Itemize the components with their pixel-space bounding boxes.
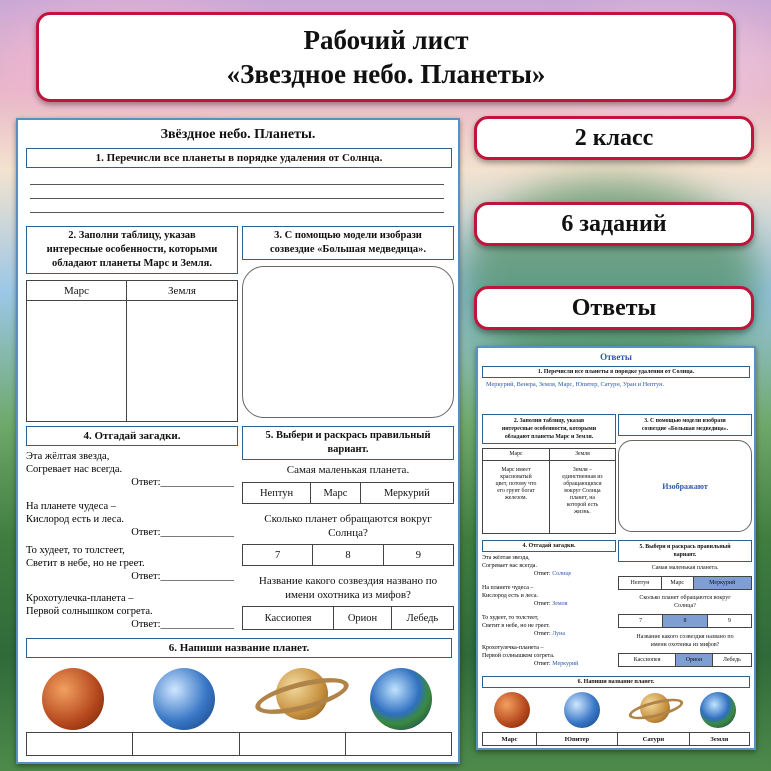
riddle-line: На планете чудеса – [482, 585, 534, 591]
table-header-mars: Марс [483, 449, 550, 461]
grade-badge: 2 класс [474, 116, 754, 160]
option-neptune: Нептун [619, 577, 662, 590]
fact-line: красноватый [500, 474, 532, 480]
task2-line: 2. Заполни таблицу, указав [68, 230, 196, 241]
answers-mars-earth-table [482, 448, 616, 534]
riddle-line: Эта жёлтая звезда, [26, 451, 110, 462]
task3-line: 3. С помощью модели изобрази [644, 418, 726, 424]
task1-header: 1. Перечисли все планеты в порядке удаления от Солнца. [26, 148, 452, 168]
task3-header [242, 226, 454, 260]
option-mars: Марс [661, 577, 693, 590]
main-title [36, 12, 736, 102]
answer-label: Ответ: [534, 571, 551, 577]
mars-cell[interactable] [27, 301, 127, 422]
riddle-answer: Солнце [552, 571, 572, 577]
answers-sheet [476, 346, 756, 750]
answer-label: Ответ: [534, 631, 551, 637]
riddle-line: Первой солнышком согрета. [26, 606, 153, 617]
task5-line: вариант. [327, 444, 369, 455]
question-line: имени охотника из мифов? [285, 589, 411, 601]
earth-fact-cell [549, 461, 615, 534]
option-9: 9 [707, 615, 751, 628]
answers-quiz-options-3 [618, 653, 752, 667]
riddle-1 [26, 450, 238, 500]
worksheet-title: Звёздное небо. Планеты. [160, 127, 316, 142]
option-cassiopeia: Кассиопея [619, 654, 676, 667]
answers-task1-header: 1. Перечисли все планеты в порядке удаления от Солнца. [482, 366, 750, 378]
option-cygnus[interactable]: Лебедь [391, 607, 453, 630]
jupiter-planet-image [564, 692, 600, 728]
answer-line[interactable] [30, 212, 444, 213]
option-cassiopeia[interactable]: Кассиопея [243, 607, 334, 630]
jupiter-planet-image [153, 668, 215, 730]
planet-name-cell[interactable] [239, 733, 345, 756]
mars-earth-table [26, 280, 238, 422]
earth-planet-image [370, 668, 432, 730]
riddle-line: Кислород есть и леса. [482, 593, 539, 599]
answers-task2-header [482, 414, 616, 444]
planet-name-jupiter: Юпитер [536, 733, 617, 746]
task3-line: созвездие «Большая медведица». [641, 426, 729, 432]
main-title-line2: «Звездное небо. Планеты» [226, 59, 546, 89]
answers-quiz-options-1 [618, 576, 752, 590]
fact-line: жизнь. [574, 509, 591, 515]
table-header-mars: Марс [27, 281, 127, 301]
task5-line: 5. Выбери и раскрась правильный [265, 430, 431, 441]
riddle-answer: Земля [552, 601, 568, 607]
task3-answer: Изображают [662, 481, 708, 491]
riddle-answer-field[interactable]: Ответ:______________ [131, 527, 234, 538]
planet-name-saturn: Сатурн [618, 733, 690, 746]
riddle-line: Кислород есть и леса. [26, 514, 125, 525]
answer-label: Ответ: [534, 601, 551, 607]
riddle-line: Крохотулечка-планета – [482, 645, 544, 651]
fact-line: железом. [504, 495, 528, 501]
planet-names-table [26, 732, 452, 756]
planet-name-cell[interactable] [133, 733, 239, 756]
task2-line: обладают планеты Марс и Земля. [51, 258, 212, 269]
fact-line: вокруг Солнца [564, 488, 601, 494]
answers-constellation-area [618, 440, 752, 532]
planet-name-mars: Марс [483, 733, 537, 746]
riddle-answer: Луна [552, 631, 566, 637]
task3-line: 3. С помощью модели изобрази [274, 230, 422, 241]
option-7[interactable]: 7 [243, 545, 313, 566]
option-neptune[interactable]: Нептун [243, 483, 311, 504]
mars-fact-cell [483, 461, 550, 534]
answers-planet-names [482, 732, 750, 746]
fact-line: цвет, потому что [495, 481, 537, 487]
table-header-earth: Земля [549, 449, 615, 461]
task4-header: 4. Отгадай загадки. [26, 426, 238, 446]
planet-name-cell[interactable] [345, 733, 451, 756]
riddle-3 [482, 614, 616, 644]
riddle-4 [482, 644, 616, 674]
answers-task6-header: 6. Напиши название планет. [482, 676, 750, 688]
riddle-1 [482, 554, 616, 584]
riddle-line: Светит в небе, но не греет. [26, 558, 145, 569]
task2-line: интересные особенности, которыми [501, 426, 597, 432]
option-orion-selected: Орион [676, 654, 713, 667]
planet-name-earth: Земля [689, 733, 749, 746]
riddle-3 [26, 544, 238, 592]
quiz-question-3 [242, 574, 454, 602]
riddle-line: Светит в небе, но не греет. [482, 623, 550, 629]
answers-title: Ответы [600, 352, 632, 362]
question-line: Сколько планет обращаются вокруг [639, 595, 731, 601]
task5-line: вариант. [673, 552, 697, 558]
fact-line: Земля – [572, 467, 592, 473]
worksheet [16, 118, 460, 764]
option-8-selected: 8 [663, 615, 707, 628]
quiz-question-2 [242, 512, 454, 540]
option-7: 7 [619, 615, 663, 628]
option-9[interactable]: 9 [383, 545, 453, 566]
task2-line: 2. Заполни таблицу, указав [513, 418, 585, 424]
answers-badge: Ответы [474, 286, 754, 330]
riddle-line: Крохотулечка-планета – [26, 593, 134, 604]
question-line: Название какого созвездия названо по [258, 575, 438, 587]
riddle-2 [26, 500, 238, 544]
quiz-options-1 [242, 482, 454, 504]
earth-cell[interactable] [127, 301, 238, 422]
option-mars[interactable]: Марс [311, 483, 361, 504]
task5-header [242, 426, 454, 460]
answer-label: Ответ: [534, 661, 551, 667]
earth-planet-image [700, 692, 736, 728]
riddle-answer: Меркурий [552, 661, 579, 667]
riddle-line: Согревает нас всегда. [482, 563, 537, 569]
planet-name-cell[interactable] [27, 733, 133, 756]
option-mercury-selected: Меркурий [693, 577, 751, 590]
fact-line: которой есть [566, 502, 599, 508]
quiz-options-3 [242, 606, 454, 630]
constellation-drawing-area[interactable] [242, 266, 454, 418]
main-title-line1: Рабочий лист [303, 25, 469, 55]
riddle-line: Эта жёлтая звезда, [482, 555, 530, 561]
question-line: Название какого созвездия названо по [636, 634, 734, 640]
answers-task4-header: 4. Отгадай загадки. [482, 540, 616, 552]
riddle-2 [482, 584, 616, 614]
answers-task3-header [618, 414, 752, 436]
fact-line: обращающихся [563, 481, 602, 487]
riddle-answer-field[interactable]: Ответ:______________ [131, 477, 234, 488]
mars-planet-image [494, 692, 530, 728]
task2-line: интересные особенности, которыми [46, 244, 218, 255]
answers-task1-answer: Меркурий, Венера, Земля, Марс, Юпитер, Сатурн, Уран и Нептун. [486, 381, 665, 388]
riddle-line: То худеет, то толстеет, [26, 545, 125, 556]
fact-line: Марс имеет [501, 467, 531, 473]
question-line: Сколько планет обращаются вокруг [264, 513, 432, 525]
fact-line: единственная из [562, 474, 603, 480]
answers-quiz-question-2 [618, 594, 752, 610]
riddle-line: То худеет, то толстеет, [482, 615, 539, 621]
question-line: Солнца? [674, 603, 696, 609]
riddle-4 [26, 592, 238, 636]
answers-task5-header [618, 540, 752, 562]
riddles [26, 450, 238, 636]
riddle-line: На планете чудеса – [26, 501, 116, 512]
answers-quiz-question-1: Самая маленькая планета. [651, 565, 719, 571]
option-cygnus: Лебедь [712, 654, 751, 667]
option-8[interactable]: 8 [313, 545, 383, 566]
table-header-earth: Земля [127, 281, 238, 301]
fact-line: планет, на [569, 495, 595, 501]
answer-line[interactable] [30, 198, 444, 199]
fact-line: его грунт богат [497, 488, 535, 494]
task5-line: 5. Выбери и раскрась правильный [639, 544, 731, 550]
tasks-count-badge: 6 заданий [474, 202, 754, 246]
riddle-answer-field[interactable]: Ответ:______________ [131, 619, 234, 630]
task6-header: 6. Напиши название планет. [26, 638, 452, 658]
answers-quiz-question-3 [618, 633, 752, 649]
task2-line: обладают планеты Марс и Земля. [504, 434, 594, 440]
option-orion[interactable]: Орион [334, 607, 392, 630]
mars-planet-image [42, 668, 104, 730]
question-line: имени охотника из мифов? [650, 642, 720, 648]
question-line: Солнца? [328, 527, 368, 539]
answers-riddles [482, 554, 616, 674]
riddle-line: Первой солнышком согрета. [482, 653, 555, 659]
answers-quiz-options-2 [618, 614, 752, 628]
quiz-question-1: Самая маленькая планета. [286, 464, 410, 476]
option-mercury[interactable]: Меркурий [360, 483, 453, 504]
quiz-options-2 [242, 544, 454, 566]
riddle-line: Согревает нас всегда. [26, 464, 123, 475]
task3-line: созвездие «Большая медведица». [269, 244, 427, 255]
answer-line[interactable] [30, 184, 444, 185]
task2-header [26, 226, 238, 274]
riddle-answer-field[interactable]: Ответ:______________ [131, 571, 234, 582]
